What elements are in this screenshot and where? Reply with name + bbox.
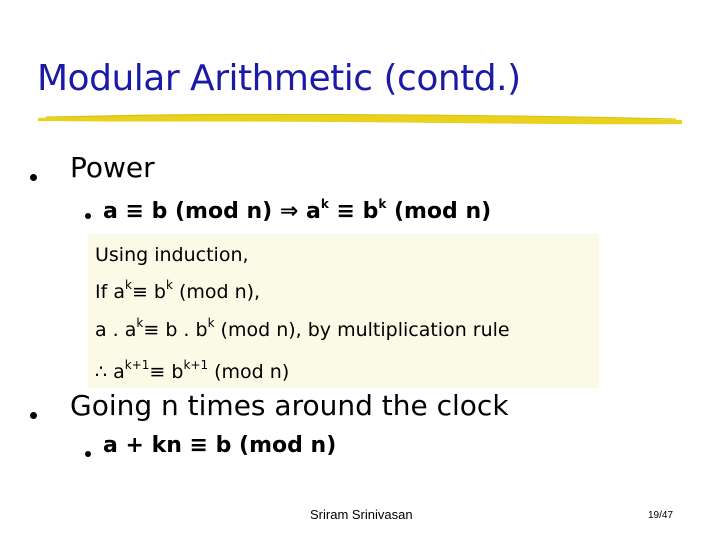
proof-line-4-exp2: k+1 [183,357,209,372]
proof-line-2-exp1: k [124,277,132,292]
proof-line-2-exp2: k [165,277,173,292]
proof-line-1: Using induction, [95,244,249,266]
proof-line-3-a: a . a [95,319,137,341]
bullet-dot [85,213,91,219]
power-rule-exp2: k [378,196,387,211]
power-rule-mid: ≡ b [328,199,379,224]
slide-title: Modular Arithmetic (contd.) [37,58,521,99]
proof-line-3-exp2: k [207,315,215,330]
proof-line-4 [95,357,290,383]
power-rule-exp1: k [320,196,329,211]
power-rule-rhs: (mod n) [386,199,492,224]
bullet-power: Power [70,151,155,184]
proof-line-2 [95,277,261,303]
proof-line-4-a: ∴ a [95,361,125,383]
bullet-dot [30,174,37,181]
proof-line-3-exp1: k [136,315,144,330]
proof-line-2-c: (mod n), [172,281,261,303]
power-rule-lhs: a ≡ b (mod n) ⇒ a [103,199,321,224]
proof-line-2-a: If a [95,281,125,303]
bullet-clock: Going n times around the clock [70,389,509,422]
proof-line-4-b: ≡ b [149,361,184,383]
proof-line-4-exp1: k+1 [124,357,150,372]
proof-line-2-b: ≡ b [131,281,166,303]
bullet-dot [30,412,37,419]
footer-page-number: 19/47 [648,510,674,521]
bullet-dot [85,451,91,457]
title-underline [36,108,686,128]
proof-line-3 [95,315,510,341]
power-rule [103,196,492,224]
proof-box [88,234,599,388]
proof-line-3-c: (mod n), by multiplication rule [214,319,510,341]
clock-rule: a + kn ≡ b (mod n) [103,433,337,458]
footer-author: Sriram Srinivasan [310,507,413,522]
proof-line-3-b: ≡ b . b [143,319,208,341]
proof-line-4-c: (mod n) [208,361,290,383]
